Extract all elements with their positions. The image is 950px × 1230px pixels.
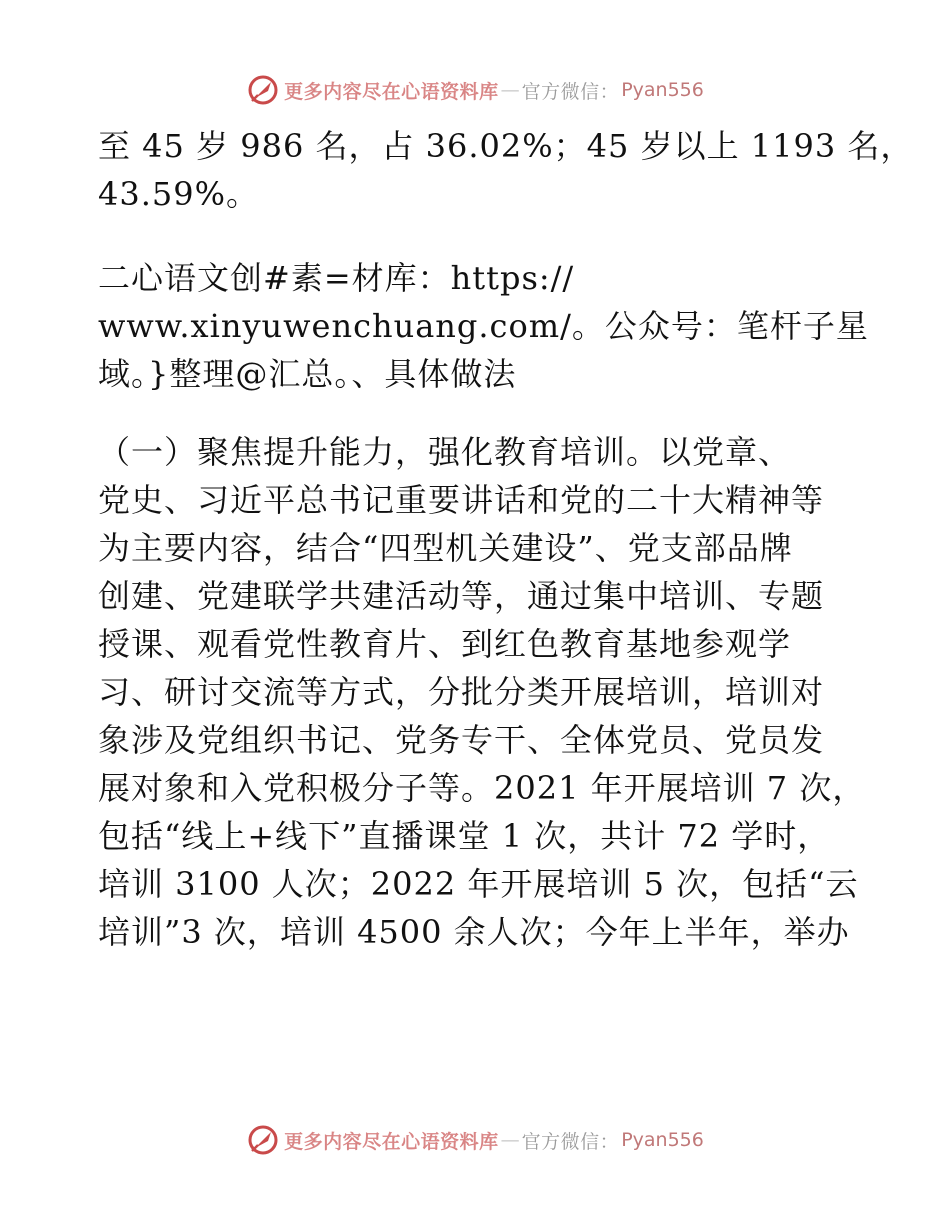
header-watermark bbox=[0, 70, 950, 110]
watermark-dash: — bbox=[500, 79, 520, 101]
text-line: 至 45 岁 986 名，占 36.02%；45 岁以上 1193 名， bbox=[98, 127, 914, 165]
text-line: 创建、党建联学共建活动等，通过集中培训、专题 bbox=[98, 577, 825, 615]
watermark-dash: — bbox=[500, 1129, 520, 1151]
watermark-wechat-id: Pyan556 bbox=[621, 1129, 704, 1151]
text-line: 习、研讨交流等方式，分批分类开展培训，培训对 bbox=[98, 673, 825, 711]
quill-logo-icon bbox=[246, 1123, 280, 1157]
text-line: 授课、观看党性教育片、到红色教育基地参观学 bbox=[98, 625, 792, 663]
footer-watermark bbox=[0, 1120, 950, 1160]
text-line: 包括“线上+线下”直播课堂 1 次，共计 72 学时， bbox=[98, 817, 831, 855]
watermark-wechat-label: 官方微信： bbox=[521, 1130, 620, 1153]
watermark-wechat-id: Pyan556 bbox=[621, 79, 704, 101]
text-line: 培训 3100 人次；2022 年开展培训 5 次，包括“云 bbox=[98, 865, 859, 903]
watermark-wechat-label: 官方微信： bbox=[521, 80, 620, 103]
watermark-text: 更多内容尽在心语资料库 bbox=[284, 1130, 499, 1153]
text-line: 党史、习近平总书记重要讲话和党的二十大精神等 bbox=[98, 481, 825, 519]
text-line: 二心语文创#素=材库：https:// bbox=[98, 259, 575, 297]
document-body bbox=[98, 122, 914, 956]
paragraph-2 bbox=[98, 254, 869, 398]
text-line: 展对象和入党积极分子等。2021 年开展培训 7 次， bbox=[98, 769, 866, 807]
text-line: 为主要内容，结合“四型机关建设”、党支部品牌 bbox=[98, 529, 793, 567]
text-line: 43.59%。 bbox=[98, 175, 260, 213]
quill-logo-icon bbox=[246, 73, 280, 107]
text-line: 域。}整理@汇总。、具体做法 bbox=[98, 355, 517, 393]
text-line: （一）聚焦提升能力，强化教育培训。以党章、 bbox=[98, 433, 792, 471]
watermark-text: 更多内容尽在心语资料库 bbox=[284, 80, 499, 103]
paragraph-3 bbox=[98, 428, 866, 956]
text-line: www.xinyuwenchuang.com/。公众号：笔杆子星 bbox=[98, 307, 869, 345]
text-line: 象涉及党组织书记、党务专干、全体党员、党员发 bbox=[98, 721, 825, 759]
paragraph-1 bbox=[98, 122, 914, 218]
text-line: 培训”3 次，培训 4500 余人次；今年上半年，举办 bbox=[98, 913, 850, 951]
